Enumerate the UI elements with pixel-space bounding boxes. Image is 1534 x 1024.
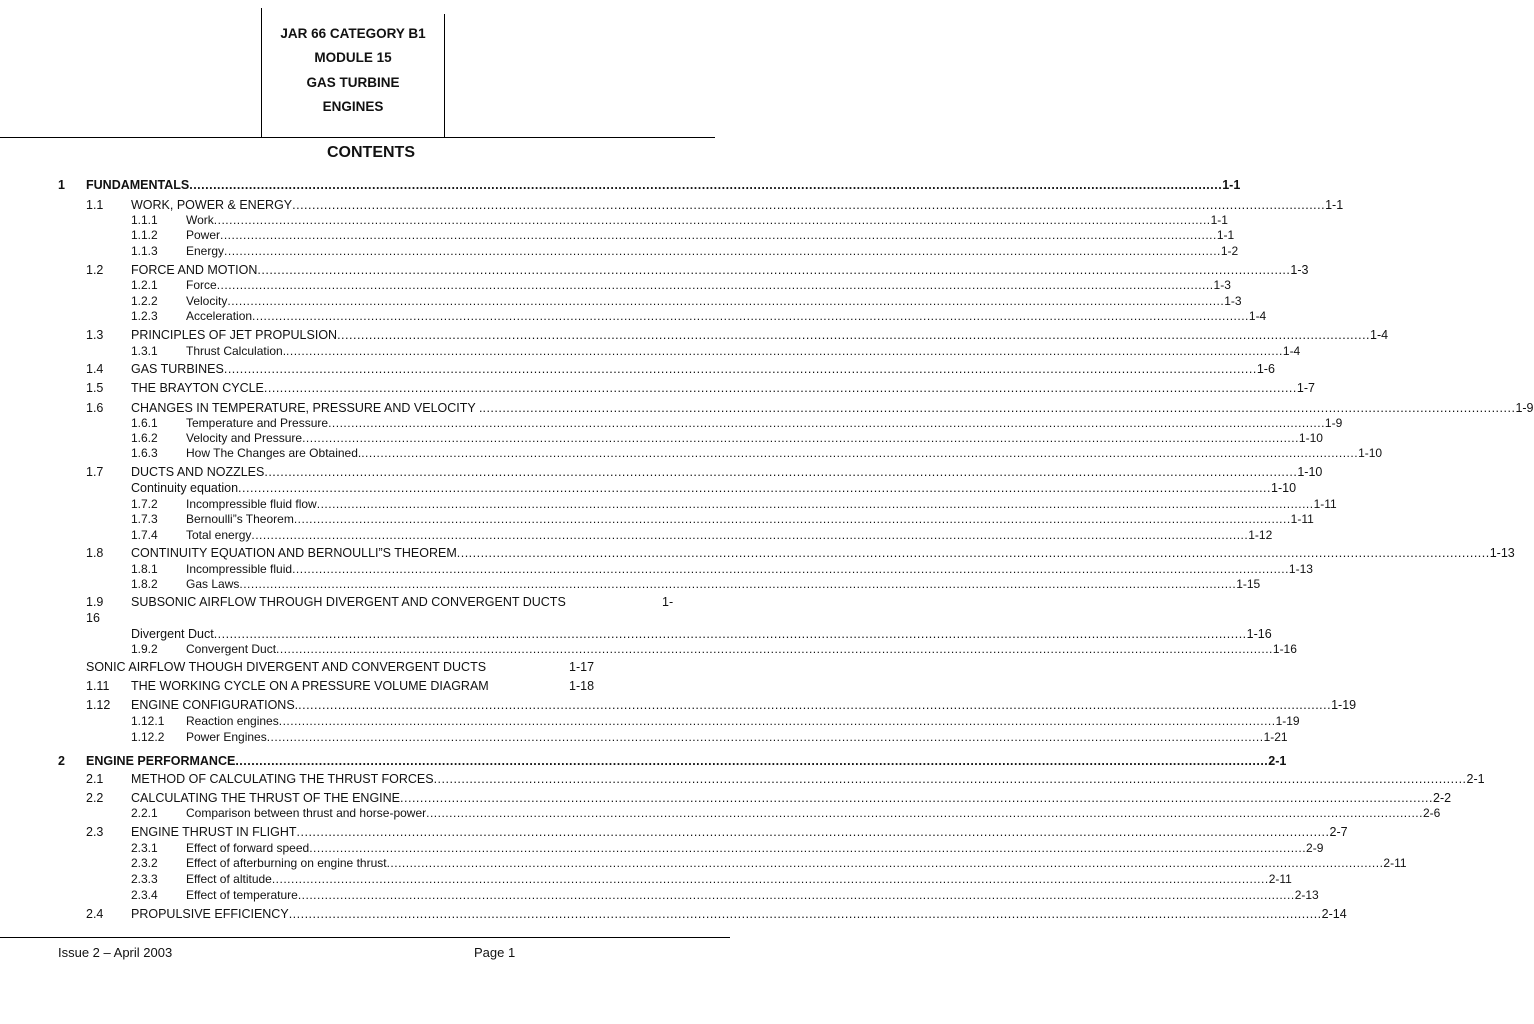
toc-row[interactable] <box>0 888 1319 903</box>
toc-title: Incompressible fluid flow <box>186 497 317 511</box>
toc-number: 1.6.3 <box>131 446 158 460</box>
header-line-2: MODULE 15 <box>314 50 392 65</box>
header-right-divider <box>444 14 445 138</box>
toc-page-number: 1-1 <box>1325 198 1344 212</box>
toc-entry[interactable] <box>131 401 1534 415</box>
toc-number: 1.8.1 <box>131 562 158 576</box>
toc-page-number: 1-3 <box>1224 294 1242 308</box>
toc-page-number: 1-3 <box>1213 278 1231 292</box>
toc-entry[interactable] <box>131 698 1357 712</box>
toc-leader-dots: .................................................................................................................................................................................................................................................................... <box>296 825 1330 839</box>
toc-title: Comparison between thrust and horse-power <box>186 806 427 820</box>
toc-entry[interactable] <box>131 772 1485 786</box>
toc-row[interactable] <box>0 907 1347 922</box>
toc-title: Velocity and Pressure <box>186 431 303 445</box>
toc-title: CALCULATING THE THRUST OF THE ENGINE <box>131 791 401 805</box>
toc-entry[interactable] <box>131 362 1275 376</box>
toc-page-number: 1-16 <box>1272 642 1297 656</box>
toc-row[interactable] <box>0 562 1313 577</box>
toc-number: 1.7.3 <box>131 512 158 526</box>
toc-row[interactable] <box>0 730 1288 745</box>
toc-page-number: 1-10 <box>1298 431 1323 445</box>
toc-page-number: 1-10 <box>1358 446 1383 460</box>
toc-leader-dots: .................................................................................................................................................................................................................................................................... <box>400 791 1433 805</box>
document-header <box>0 0 768 138</box>
toc-number: 1.1 <box>86 198 104 212</box>
header-line-4: ENGINES <box>322 99 384 114</box>
toc-number: 1.12.2 <box>131 730 165 744</box>
toc-page-number: 1-13 <box>1489 546 1515 560</box>
toc-title: Bernoulli”s Theorem <box>186 512 294 526</box>
toc-row[interactable] <box>0 328 1389 343</box>
toc-number: 2.1 <box>86 772 104 786</box>
header-line-3: GAS TURBINE <box>306 75 400 90</box>
toc-number: 1.7.2 <box>131 497 158 511</box>
toc-page-number: 1-19 <box>1331 698 1357 712</box>
toc-entry[interactable] <box>186 278 1231 292</box>
toc-leader-dots: .................................................................................................................................................................................................................................................................... <box>456 546 1490 560</box>
toc-page-number: 1-1 <box>1210 213 1228 227</box>
toc-leader-dots: .................................................................................................................................................................................................................................................................... <box>302 431 1299 445</box>
toc-number: 2.3.4 <box>131 888 158 902</box>
toc-page-number: 2-13 <box>1294 888 1319 902</box>
toc-row[interactable] <box>0 481 1297 496</box>
toc-num-1-11: 1.11 <box>86 679 110 693</box>
toc-entry[interactable] <box>186 562 1313 576</box>
toc-page-number: 1-4 <box>1282 344 1301 358</box>
toc-page-number: 1-1 <box>1216 228 1235 242</box>
toc-entry[interactable] <box>86 754 1287 768</box>
toc-leader-dots: .................................................................................................................................................................................................................................................................... <box>223 362 1257 376</box>
toc-entry[interactable] <box>186 577 1261 591</box>
toc-leader-dots: .................................................................................................................................................................................................................................................................... <box>316 497 1314 511</box>
toc-title-1-9[interactable]: SUBSONIC AIRFLOW THROUGH DIVERGENT AND CONVERGENT DUCTS <box>131 595 566 609</box>
toc-number: 2.3.2 <box>131 856 158 870</box>
toc-number: 1.7.4 <box>131 528 158 542</box>
toc-page-number: 1-16 <box>1246 627 1272 641</box>
toc-number: 1.2.3 <box>131 309 158 323</box>
toc-page-number: 1-2 <box>1220 244 1239 258</box>
toc-leader-dots: .................................................................................................................................................................................................................................................................... <box>292 562 1289 576</box>
toc-entry[interactable] <box>131 546 1515 560</box>
toc-title: Divergent Duct <box>131 627 214 641</box>
toc-entry[interactable] <box>186 446 1383 460</box>
toc-number: 1.6.1 <box>131 416 158 430</box>
toc-row[interactable] <box>0 772 1485 787</box>
toc-number: 1.1.3 <box>131 244 158 258</box>
toc-leader-dots: .................................................................................................................................................................................................................................................................... <box>252 309 1249 323</box>
toc-page-number: 2-2 <box>1433 791 1452 805</box>
toc-entry[interactable] <box>186 244 1239 258</box>
toc-row[interactable] <box>0 872 1292 887</box>
toc-page-number: 1-19 <box>1275 714 1300 728</box>
toc-leader-dots: .................................................................................................................................................................................................................................................................... <box>263 381 1297 395</box>
toc-entry[interactable] <box>186 228 1235 242</box>
toc-title: GAS TURBINES <box>131 362 224 376</box>
toc-row[interactable] <box>0 244 1239 259</box>
toc-number: 1.9.2 <box>131 642 158 656</box>
toc-leader-dots: .................................................................................................................................................................................................................................................................... <box>266 730 1264 744</box>
toc-page-number: 1-21 <box>1263 730 1288 744</box>
toc-title: CHANGES IN TEMPERATURE, PRESSURE AND VELOCITY . <box>131 401 483 415</box>
toc-entry[interactable] <box>186 730 1288 744</box>
toc-title: Reaction engines <box>186 714 279 728</box>
toc-entry[interactable] <box>131 381 1315 395</box>
toc-page-number: 1-4 <box>1370 328 1389 342</box>
toc-row[interactable] <box>0 198 1344 213</box>
toc-row[interactable] <box>0 213 1228 228</box>
toc-title-1-11[interactable]: THE WORKING CYCLE ON A PRESSURE VOLUME DIAGRAM <box>131 679 489 693</box>
toc-row[interactable] <box>0 698 1357 713</box>
footer-rule <box>0 937 730 938</box>
toc-page-number: 1-13 <box>1288 562 1313 576</box>
toc-leader-dots: .................................................................................................................................................................................................................................................................... <box>238 481 1271 495</box>
toc-leader-dots: .................................................................................................................................................................................................................................................................... <box>276 642 1273 656</box>
toc-page-number: 2-1 <box>1268 754 1287 768</box>
toc-row[interactable] <box>0 401 1534 416</box>
toc-entry[interactable] <box>186 841 1324 855</box>
toc-leader-dots: .................................................................................................................................................................................................................................................................... <box>292 198 1326 212</box>
toc-page-number: 1-4 <box>1248 309 1267 323</box>
toc-page-number: 1-11 <box>1290 512 1314 526</box>
toc-row[interactable] <box>0 416 1343 431</box>
toc-leader-dots: .................................................................................................................................................................................................................................................................... <box>288 907 1322 921</box>
toc-title: Power Engines <box>186 730 267 744</box>
toc-page-number: 1-15 <box>1236 577 1261 591</box>
contents-title: CONTENTS <box>327 144 415 161</box>
toc-number: 1.6.2 <box>131 431 158 445</box>
toc-page-sonic-airflow: 1-17 <box>569 660 595 674</box>
toc-entry[interactable] <box>186 714 1300 728</box>
toc-title: ENGINE THRUST IN FLIGHT <box>131 825 297 839</box>
toc-row[interactable] <box>0 309 1267 324</box>
toc-leader-dots: .................................................................................................................................................................................................................................................................... <box>298 698 1332 712</box>
toc-page-number: 1-9 <box>1324 416 1343 430</box>
toc-entry[interactable] <box>86 178 1241 192</box>
toc-entry[interactable] <box>186 309 1267 323</box>
toc-number: 1.8 <box>86 546 104 560</box>
header-line-1: JAR 66 CATEGORY B1 <box>280 26 426 41</box>
toc-page-number: 2-11 <box>1383 856 1407 870</box>
toc-leader-dots: .................................................................................................................................................................................................................................................................... <box>361 446 1359 460</box>
toc-leader-dots: .................................................................................................................................................................................................................................................................... <box>189 178 1223 192</box>
toc-entry[interactable] <box>186 806 1441 820</box>
toc-title: Power <box>186 228 221 242</box>
header-bottom-rule <box>0 137 715 138</box>
toc-row[interactable] <box>0 806 1441 821</box>
toc-entry[interactable] <box>186 528 1273 542</box>
toc-entry[interactable] <box>186 344 1301 358</box>
toc-leader-dots: .................................................................................................................................................................................................................................................................... <box>227 294 1225 308</box>
toc-title: WORK, POWER & ENERGY <box>131 198 293 212</box>
toc-row[interactable] <box>0 381 1315 396</box>
toc-row[interactable] <box>0 228 1235 243</box>
toc-row[interactable] <box>0 465 1323 480</box>
toc-number: 1.7 <box>86 465 104 479</box>
toc-leader-dots: .................................................................................................................................................................................................................................................................... <box>337 328 1371 342</box>
toc-number: 1.2.1 <box>131 278 158 292</box>
toc-title: Incompressible fluid <box>186 562 293 576</box>
toc-leader-dots: .................................................................................................................................................................................................................................................................... <box>433 772 1467 786</box>
toc-leader-dots: .................................................................................................................................................................................................................................................................... <box>328 416 1325 430</box>
toc-title: Force <box>186 278 217 292</box>
toc-leader-dots: .................................................................................................................................................................................................................................................................... <box>213 213 1211 227</box>
toc-entry[interactable] <box>131 328 1389 342</box>
footer-page: Page 1 <box>474 945 516 960</box>
toc-title: THE BRAYTON CYCLE <box>131 381 264 395</box>
toc-title-sonic-airflow[interactable]: SONIC AIRFLOW THOUGH DIVERGENT AND CONVERGENT DUCTS <box>86 660 487 674</box>
toc-leader-dots: .................................................................................................................................................................................................................................................................... <box>426 806 1423 820</box>
toc-row[interactable] <box>0 856 1407 871</box>
toc-leader-dots: .................................................................................................................................................................................................................................................................... <box>286 344 1283 358</box>
toc-entry[interactable] <box>131 263 1309 277</box>
toc-leader-dots: .................................................................................................................................................................................................................................................................... <box>216 278 1214 292</box>
toc-number: 1.2 <box>86 263 104 277</box>
toc-number: 1.4 <box>86 362 104 376</box>
toc-leader-dots: .................................................................................................................................................................................................................................................................... <box>257 263 1291 277</box>
toc-number: 1.12.1 <box>131 714 165 728</box>
toc-entry[interactable] <box>131 791 1452 805</box>
toc-leader-dots: .................................................................................................................................................................................................................................................................... <box>482 401 1516 415</box>
toc-title: CONTINUITY EQUATION AND BERNOULLI”S THEOREM <box>131 546 457 560</box>
toc-page-number: 1-10 <box>1297 465 1323 479</box>
toc-row[interactable] <box>0 577 1261 592</box>
toc-title: DUCTS AND NOZZLES <box>131 465 265 479</box>
toc-leader-dots: .................................................................................................................................................................................................................................................................... <box>220 228 1217 242</box>
toc-row[interactable] <box>0 642 1297 657</box>
toc-row[interactable] <box>0 431 1323 446</box>
toc-leader-dots: .................................................................................................................................................................................................................................................................... <box>386 856 1384 870</box>
toc-leader-dots: .................................................................................................................................................................................................................................................................... <box>297 888 1295 902</box>
toc-page-number: 1-1 <box>1222 178 1241 192</box>
toc-leader-dots: .................................................................................................................................................................................................................................................................... <box>224 244 1221 258</box>
toc-title: Effect of forward speed <box>186 841 310 855</box>
toc-leader-dots: .................................................................................................................................................................................................................................................................... <box>251 528 1249 542</box>
toc-entry[interactable] <box>131 198 1344 212</box>
toc-entry[interactable] <box>186 213 1228 227</box>
toc-leader-dots: .................................................................................................................................................................................................................................................................... <box>213 627 1247 641</box>
toc-title: ENGINE PERFORMANCE <box>86 754 236 768</box>
toc-leader-dots: .................................................................................................................................................................................................................................................................... <box>293 512 1291 526</box>
toc-page-number: 1-11 <box>1313 497 1337 511</box>
toc-row[interactable] <box>0 178 1241 193</box>
toc-page-number: 1-12 <box>1248 528 1273 542</box>
toc-page-number: 2-11 <box>1268 872 1292 886</box>
toc-page-number: 2-6 <box>1422 806 1441 820</box>
toc-number: 1.1.1 <box>131 213 158 227</box>
toc-title: Temperature and Pressure <box>186 416 329 430</box>
toc-entry[interactable] <box>131 465 1323 479</box>
toc-row[interactable] <box>0 528 1273 543</box>
toc-row[interactable] <box>0 841 1324 856</box>
toc-number: 1.3 <box>86 328 104 342</box>
toc-entry[interactable] <box>186 856 1407 870</box>
toc-entry[interactable] <box>131 825 1348 839</box>
toc-entry[interactable] <box>186 872 1292 886</box>
toc-row[interactable] <box>0 362 1275 377</box>
toc-row[interactable] <box>0 446 1383 461</box>
toc-title: METHOD OF CALCULATING THE THRUST FORCES <box>131 772 434 786</box>
toc-number: 1.5 <box>86 381 104 395</box>
toc-number: 1.6 <box>86 401 104 415</box>
toc-entry[interactable] <box>186 888 1319 902</box>
toc-leader-dots: .................................................................................................................................................................................................................................................................... <box>278 714 1276 728</box>
toc-number: 1.8.2 <box>131 577 158 591</box>
toc-page-number: 1-7 <box>1296 381 1315 395</box>
toc-number: 1.2.2 <box>131 294 158 308</box>
toc-number: 2.4 <box>86 907 104 921</box>
toc-title: Convergent Duct <box>186 642 277 656</box>
toc-number: 2.2 <box>86 791 104 805</box>
toc-page-number: 2-9 <box>1306 841 1324 855</box>
toc-row[interactable] <box>0 791 1452 806</box>
toc-title: How The Changes are Obtained. <box>186 446 362 460</box>
toc-leader-dots: .................................................................................................................................................................................................................................................................... <box>309 841 1307 855</box>
toc-page-1-9-part2: 16 <box>86 611 100 625</box>
toc-leader-dots: .................................................................................................................................................................................................................................................................... <box>239 577 1237 591</box>
toc-row[interactable] <box>0 546 1515 561</box>
toc-title: Gas Laws <box>186 577 240 591</box>
toc-page-number: 2-1 <box>1466 772 1485 786</box>
toc-title: Effect of temperature <box>186 888 298 902</box>
toc-number: 2 <box>58 754 65 768</box>
toc-title: Thrust Calculation. <box>186 344 287 358</box>
toc-row[interactable] <box>0 278 1231 293</box>
toc-row[interactable] <box>0 512 1314 527</box>
toc-row[interactable] <box>0 627 1272 642</box>
toc-row[interactable] <box>0 754 1287 769</box>
toc-title: Continuity equation <box>131 481 239 495</box>
toc-title: Effect of afterburning on engine thrust <box>186 856 387 870</box>
toc-number: 1.1.2 <box>131 228 158 242</box>
toc-row[interactable] <box>0 825 1348 840</box>
toc-title: Acceleration <box>186 309 253 323</box>
toc-number: 2.3.1 <box>131 841 158 855</box>
toc-leader-dots: .................................................................................................................................................................................................................................................................... <box>235 754 1269 768</box>
toc-entry[interactable] <box>186 431 1323 445</box>
toc-entry[interactable] <box>131 627 1272 641</box>
toc-entry[interactable] <box>186 642 1297 656</box>
toc-page-number: 1-3 <box>1290 263 1309 277</box>
toc-num-1-9: 1.9 <box>86 595 104 609</box>
toc-row[interactable] <box>0 344 1301 359</box>
toc-number: 2.2.1 <box>131 806 158 820</box>
toc-page-number: 2-14 <box>1321 907 1347 921</box>
toc-entry[interactable] <box>186 512 1314 526</box>
toc-title: PROPULSIVE EFFICIENCY <box>131 907 289 921</box>
toc-row[interactable] <box>0 294 1242 309</box>
toc-page-number: 1-10 <box>1271 481 1297 495</box>
toc-title: Effect of altitude <box>186 872 272 886</box>
toc-page-number: 1-6 <box>1256 362 1275 376</box>
toc-leader-dots: .................................................................................................................................................................................................................................................................... <box>271 872 1269 886</box>
toc-title: Velocity <box>186 294 228 308</box>
toc-number: 1.3.1 <box>131 344 158 358</box>
toc-row[interactable] <box>0 497 1337 512</box>
toc-title: FUNDAMENTALS <box>86 178 190 192</box>
toc-number: 1.12 <box>86 698 111 712</box>
toc-entry[interactable] <box>131 481 1297 495</box>
toc-title: Energy <box>186 244 225 258</box>
toc-page-1-9-part1: 1- <box>662 595 674 609</box>
footer-issue: Issue 2 – April 2003 <box>58 945 173 960</box>
toc-entry[interactable] <box>186 294 1242 308</box>
toc-title: FORCE AND MOTION <box>131 263 258 277</box>
toc-entry[interactable] <box>186 416 1343 430</box>
toc-page-number: 1-9 <box>1515 401 1534 415</box>
toc-title: Work <box>186 213 214 227</box>
toc-leader-dots: .................................................................................................................................................................................................................................................................... <box>264 465 1298 479</box>
toc-entry[interactable] <box>186 497 1337 511</box>
toc-number: 2.3.3 <box>131 872 158 886</box>
toc-page-number: 2-7 <box>1329 825 1348 839</box>
toc-row[interactable] <box>0 714 1300 729</box>
toc-title: PRINCIPLES OF JET PROPULSION <box>131 328 338 342</box>
toc-title: Total energy <box>186 528 252 542</box>
toc-number: 1 <box>58 178 65 192</box>
toc-entry[interactable] <box>131 907 1347 921</box>
toc-page-1-11: 1-18 <box>569 679 595 693</box>
toc-row[interactable] <box>0 263 1309 278</box>
toc-title: ENGINE CONFIGURATIONS. <box>131 698 299 712</box>
toc-number: 2.3 <box>86 825 104 839</box>
